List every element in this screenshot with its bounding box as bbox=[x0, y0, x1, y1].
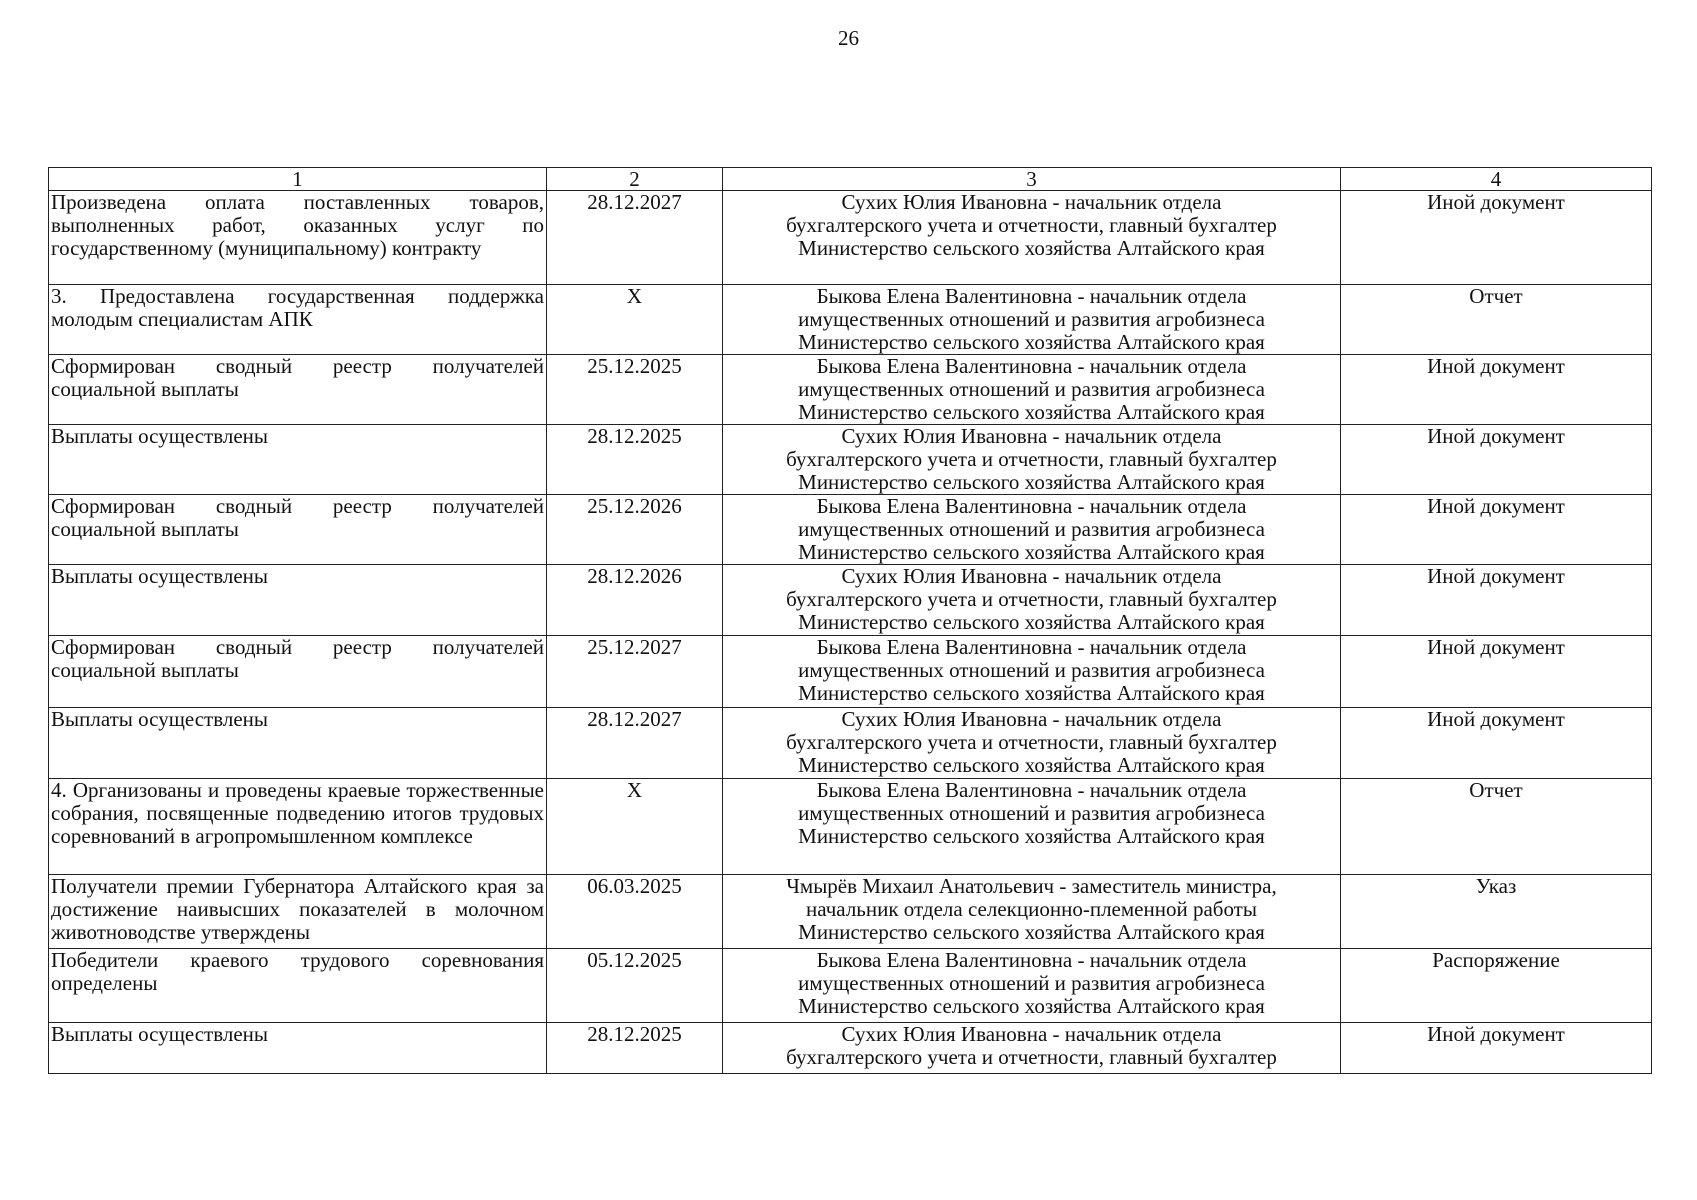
responsible-person-cell bbox=[723, 708, 1341, 779]
results-table bbox=[48, 167, 1652, 1074]
column-number: 1 bbox=[49, 168, 547, 191]
responsible-line: Министерство сельского хозяйства Алтайского края bbox=[798, 920, 1265, 944]
document-type-cell: Отчет bbox=[1341, 779, 1652, 875]
responsible-line: имущественных отношений и развития агробизнеса bbox=[798, 517, 1265, 541]
responsible-person-cell bbox=[723, 425, 1341, 495]
responsible-person-cell bbox=[723, 355, 1341, 425]
result-description-cell: Выплаты осуществлены bbox=[49, 1023, 547, 1074]
responsible-person-cell bbox=[723, 495, 1341, 565]
document-type-cell: Иной документ bbox=[1341, 425, 1652, 495]
responsible-line: имущественных отношений и развития агробизнеса bbox=[798, 801, 1265, 825]
responsible-line: начальник отдела селекционно-племенной работы bbox=[806, 897, 1257, 921]
column-number: 3 bbox=[723, 168, 1341, 191]
document-type-cell: Иной документ bbox=[1341, 1023, 1652, 1074]
table-row bbox=[49, 949, 1652, 1023]
responsible-line: Министерство сельского хозяйства Алтайского края bbox=[798, 330, 1265, 354]
responsible-person-cell bbox=[723, 191, 1341, 285]
document-type-cell: Распоряжение bbox=[1341, 949, 1652, 1023]
table-row bbox=[49, 636, 1652, 708]
responsible-line: имущественных отношений и развития агробизнеса bbox=[798, 307, 1265, 331]
deadline-cell: 25.12.2026 bbox=[547, 495, 723, 565]
deadline-cell: X bbox=[547, 779, 723, 875]
deadline-cell: 25.12.2025 bbox=[547, 355, 723, 425]
responsible-line: Министерство сельского хозяйства Алтайского края bbox=[798, 681, 1265, 705]
document-type-cell: Указ bbox=[1341, 875, 1652, 949]
deadline-cell: 28.12.2027 bbox=[547, 191, 723, 285]
responsible-line: бухгалтерского учета и отчетности, главный бухгалтер bbox=[786, 213, 1277, 237]
document-type-cell: Иной документ bbox=[1341, 495, 1652, 565]
responsible-line: Быкова Елена Валентиновна - начальник отдела bbox=[816, 778, 1247, 802]
result-description-cell: Сформирован сводный реестр получателей социальной выплаты bbox=[49, 636, 547, 708]
responsible-line: имущественных отношений и развития агробизнеса bbox=[798, 658, 1265, 682]
responsible-person-cell bbox=[723, 285, 1341, 355]
responsible-line: Быкова Елена Валентиновна - начальник отдела bbox=[816, 635, 1247, 659]
table-row bbox=[49, 191, 1652, 285]
responsible-line: Сухих Юлия Ивановна - начальник отдела bbox=[841, 190, 1222, 214]
document-type-cell: Иной документ bbox=[1341, 191, 1652, 285]
result-description-cell: Произведена оплата поставленных товаров, выполненных работ, оказанных услуг по государственному (муниципальному) контракту bbox=[49, 191, 547, 285]
table-row bbox=[49, 779, 1652, 875]
result-description-cell: 3. Предоставлена государственная поддержка молодым специалистам АПК bbox=[49, 285, 547, 355]
result-description-cell: Выплаты осуществлены bbox=[49, 565, 547, 636]
deadline-cell: 25.12.2027 bbox=[547, 636, 723, 708]
result-description-cell: Сформирован сводный реестр получателей социальной выплаты bbox=[49, 355, 547, 425]
table-row bbox=[49, 1023, 1652, 1074]
deadline-cell: 28.12.2027 bbox=[547, 708, 723, 779]
responsible-person-cell bbox=[723, 1023, 1341, 1074]
responsible-person-cell bbox=[723, 565, 1341, 636]
responsible-line: Министерство сельского хозяйства Алтайского края bbox=[798, 400, 1265, 424]
column-number: 4 bbox=[1341, 168, 1652, 191]
table-row bbox=[49, 495, 1652, 565]
table-row bbox=[49, 565, 1652, 636]
responsible-line: бухгалтерского учета и отчетности, главный бухгалтер bbox=[786, 447, 1277, 471]
responsible-person-cell bbox=[723, 875, 1341, 949]
deadline-cell: 28.12.2025 bbox=[547, 1023, 723, 1074]
responsible-line: Министерство сельского хозяйства Алтайского края bbox=[798, 753, 1265, 777]
deadline-cell: X bbox=[547, 285, 723, 355]
responsible-line: Сухих Юлия Ивановна - начальник отдела bbox=[841, 1022, 1222, 1046]
responsible-line: Чмырёв Михаил Анатольевич - заместитель министра, bbox=[786, 874, 1277, 898]
result-description-cell: Получатели премии Губернатора Алтайского края за достижение наивысших показателей в молочном животноводстве утверждены bbox=[49, 875, 547, 949]
result-description-cell: Выплаты осуществлены bbox=[49, 425, 547, 495]
responsible-person-cell bbox=[723, 949, 1341, 1023]
responsible-line: Министерство сельского хозяйства Алтайского края bbox=[798, 540, 1265, 564]
deadline-cell: 05.12.2025 bbox=[547, 949, 723, 1023]
column-number: 2 bbox=[547, 168, 723, 191]
page-number: 26 bbox=[838, 26, 859, 50]
document-type-cell: Иной документ bbox=[1341, 636, 1652, 708]
responsible-line: Министерство сельского хозяйства Алтайского края bbox=[798, 824, 1265, 848]
responsible-line: Министерство сельского хозяйства Алтайского края bbox=[798, 236, 1265, 260]
responsible-line: Быкова Елена Валентиновна - начальник отдела bbox=[816, 948, 1247, 972]
document-type-cell: Иной документ bbox=[1341, 355, 1652, 425]
column-number-row bbox=[49, 168, 1652, 191]
responsible-line: имущественных отношений и развития агробизнеса bbox=[798, 971, 1265, 995]
responsible-line: имущественных отношений и развития агробизнеса bbox=[798, 377, 1265, 401]
responsible-line: Быкова Елена Валентиновна - начальник отдела bbox=[816, 284, 1247, 308]
responsible-line: Министерство сельского хозяйства Алтайского края bbox=[798, 470, 1265, 494]
deadline-cell: 28.12.2026 bbox=[547, 565, 723, 636]
responsible-line: Быкова Елена Валентиновна - начальник отдела bbox=[816, 494, 1247, 518]
document-type-cell: Иной документ bbox=[1341, 708, 1652, 779]
responsible-line: Министерство сельского хозяйства Алтайского края bbox=[798, 610, 1265, 634]
responsible-person-cell bbox=[723, 636, 1341, 708]
table-row bbox=[49, 285, 1652, 355]
responsible-line: бухгалтерского учета и отчетности, главный бухгалтер bbox=[786, 730, 1277, 754]
responsible-line: бухгалтерского учета и отчетности, главный бухгалтер bbox=[786, 587, 1277, 611]
table-row bbox=[49, 875, 1652, 949]
table-row bbox=[49, 425, 1652, 495]
table-row bbox=[49, 355, 1652, 425]
document-type-cell: Иной документ bbox=[1341, 565, 1652, 636]
document-type-cell: Отчет bbox=[1341, 285, 1652, 355]
result-description-cell: Сформирован сводный реестр получателей социальной выплаты bbox=[49, 495, 547, 565]
result-description-cell: 4. Организованы и проведены краевые торжественные собрания, посвященные подведению итогов трудовых соревнований в агропромышленном комплексе bbox=[49, 779, 547, 875]
deadline-cell: 06.03.2025 bbox=[547, 875, 723, 949]
responsible-person-cell bbox=[723, 779, 1341, 875]
responsible-line: Министерство сельского хозяйства Алтайского края bbox=[798, 994, 1265, 1018]
responsible-line: Сухих Юлия Ивановна - начальник отдела bbox=[841, 707, 1222, 731]
responsible-line: бухгалтерского учета и отчетности, главный бухгалтер bbox=[786, 1045, 1277, 1069]
result-description-cell: Победители краевого трудового соревнования определены bbox=[49, 949, 547, 1023]
responsible-line: Сухих Юлия Ивановна - начальник отдела bbox=[841, 424, 1222, 448]
responsible-line: Быкова Елена Валентиновна - начальник отдела bbox=[816, 354, 1247, 378]
responsible-line: Сухих Юлия Ивановна - начальник отдела bbox=[841, 564, 1222, 588]
table-row bbox=[49, 708, 1652, 779]
deadline-cell: 28.12.2025 bbox=[547, 425, 723, 495]
result-description-cell: Выплаты осуществлены bbox=[49, 708, 547, 779]
